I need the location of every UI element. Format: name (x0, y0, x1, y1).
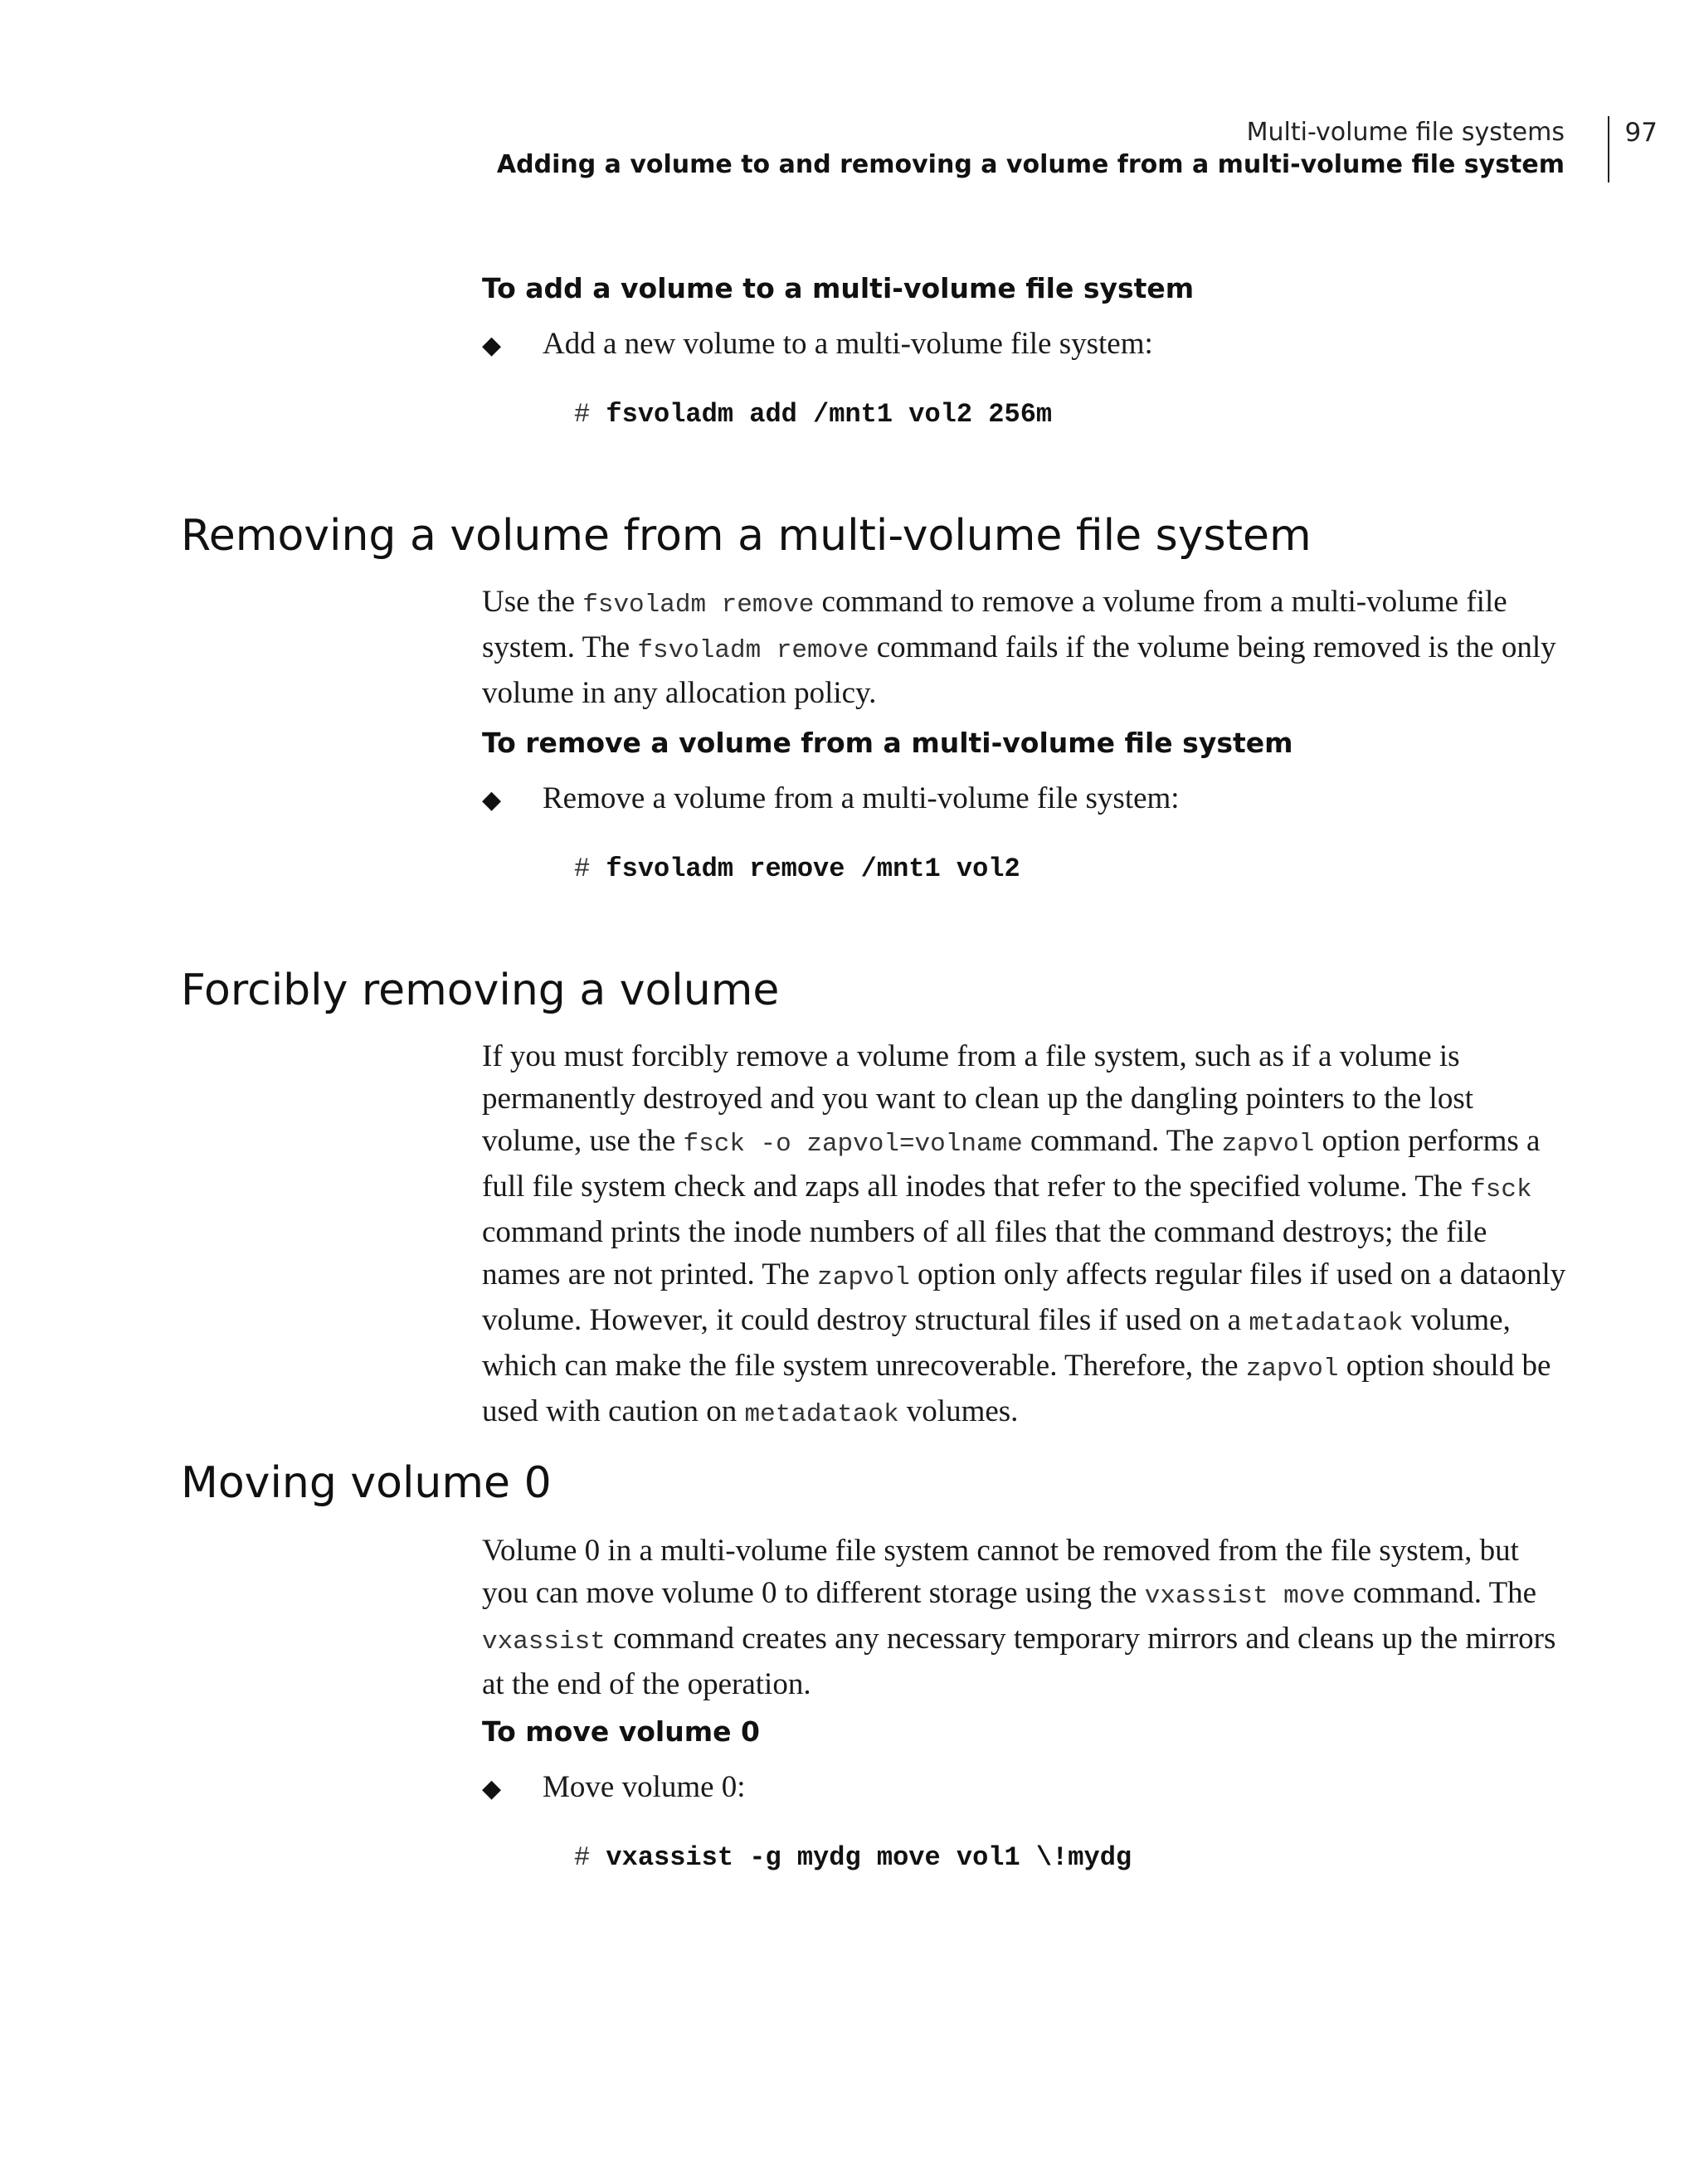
command-line-move (574, 1840, 1132, 1876)
paragraph-removing (482, 581, 1569, 714)
inline-code: zapvol (1245, 1355, 1339, 1384)
command-line-remove (574, 851, 1020, 888)
text: volume, which can make the file system unrecoverable. Therefore, the (482, 1303, 1511, 1383)
prompt-symbol: # (574, 1842, 606, 1873)
chapter-title: Multi-volume file systems (1246, 118, 1565, 147)
section-heading-removing: Removing a volume from a multi-volume file system (181, 511, 1312, 561)
command-line-add (574, 396, 1052, 433)
bullet-text: Move volume 0: (543, 1770, 746, 1804)
section-heading-forcibly: Forcibly removing a volume (181, 966, 780, 1015)
command-text: fsvoladm remove /mnt1 vol2 (606, 854, 1020, 884)
prompt-symbol: # (574, 399, 606, 430)
header-divider (1608, 116, 1609, 182)
text: Use the (482, 585, 583, 619)
inline-code: fsvoladm remove (637, 636, 869, 665)
text: option performs a full file system check and zaps all inodes that refer to the specified volume. The (482, 1124, 1541, 1204)
text: command fails if the volume being removed is the only volume in any allocation policy. (482, 630, 1556, 710)
inline-code: metadataok (744, 1400, 899, 1429)
diamond-bullet-icon: ◆ (482, 1774, 502, 1803)
paragraph-forcibly (482, 1035, 1569, 1436)
inline-code: zapvol (1221, 1130, 1315, 1159)
running-section-title: Adding a volume to and removing a volume from a multi-volume file system (496, 150, 1565, 179)
inline-code: zapvol (817, 1263, 910, 1292)
text: volumes. (898, 1394, 1019, 1428)
procedure-heading-remove: To remove a volume from a multi-volume file system (482, 727, 1293, 759)
inline-code: metadataok (1249, 1309, 1404, 1338)
inline-code: fsck (1470, 1175, 1532, 1204)
bullet-item-move (482, 1767, 746, 1808)
text: command. The (1345, 1576, 1537, 1610)
text: If you must forcibly remove a volume from a file system, such as if a volume is permanently destroyed and you want to clean up the dangling pointers to the lost volume, use the (482, 1039, 1474, 1158)
text: command creates any necessary temporary mirrors and cleans up the mirrors at the end of the operation. (482, 1622, 1556, 1701)
inline-code: vxassist (482, 1627, 606, 1656)
diamond-bullet-icon: ◆ (482, 331, 502, 360)
inline-code: vxassist move (1144, 1582, 1346, 1611)
text: option only affects regular files if used on a dataonly volume. However, it could destroy structural files if used on a (482, 1257, 1566, 1337)
bullet-item-remove (482, 778, 1180, 820)
running-header (497, 116, 1565, 181)
text: command. The (1022, 1124, 1222, 1158)
prompt-symbol: # (574, 854, 606, 884)
page-number: 97 (1624, 118, 1658, 148)
diamond-bullet-icon: ◆ (482, 786, 502, 815)
command-text: fsvoladm add /mnt1 vol2 256m (606, 399, 1053, 430)
text: option should be used with caution on (482, 1349, 1551, 1428)
procedure-heading-move: To move volume 0 (482, 1715, 760, 1748)
text: command to remove a volume from a multi-volume file system. The (482, 585, 1507, 664)
procedure-heading-add: To add a volume to a multi-volume file system (482, 272, 1195, 304)
section-heading-moving: Moving volume 0 (181, 1458, 552, 1508)
command-text: vxassist -g mydg move vol1 \!mydg (606, 1842, 1132, 1873)
paragraph-moving (482, 1530, 1569, 1705)
bullet-text: Add a new volume to a multi-volume file system: (543, 327, 1153, 361)
inline-code: fsvoladm remove (582, 591, 815, 620)
text: Volume 0 in a multi-volume file system cannot be removed from the file system, but you can move volume 0 to different storage using the (482, 1534, 1519, 1610)
bullet-text: Remove a volume from a multi-volume file system: (543, 781, 1180, 815)
text: command prints the inode numbers of all files that the command destroys; the file names are not printed. The (482, 1215, 1487, 1291)
bullet-item-add (482, 323, 1153, 365)
inline-code: fsck -o zapvol=volname (683, 1130, 1023, 1159)
